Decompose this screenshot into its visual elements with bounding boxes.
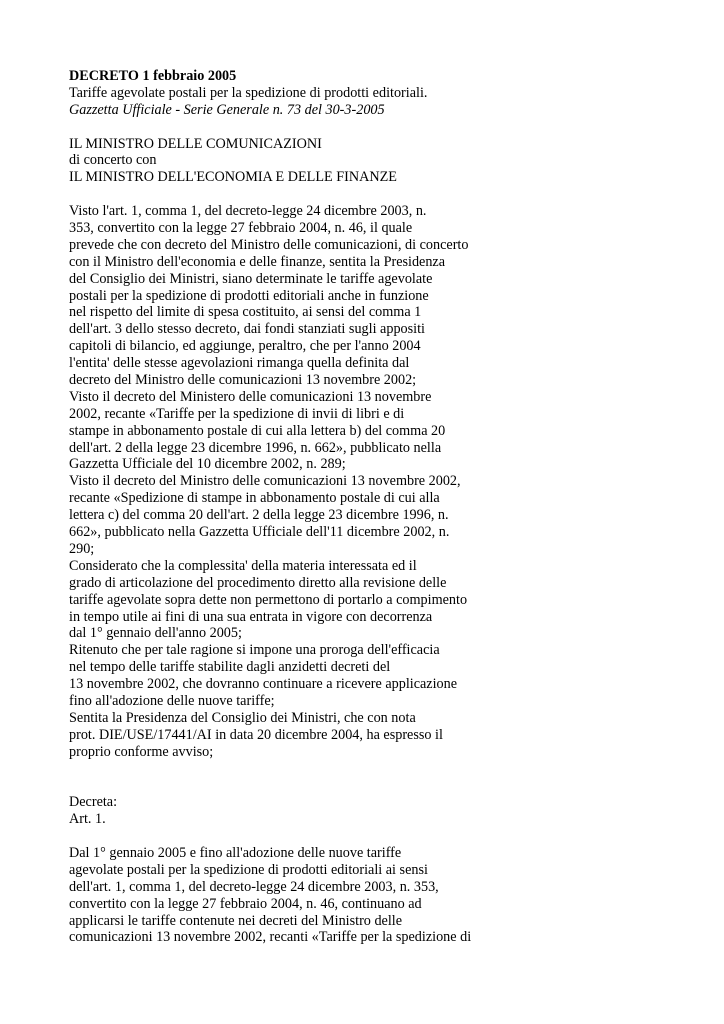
- preamble-line: 353, convertito con la legge 27 febbraio 2004, n. 46, il quale: [69, 220, 413, 237]
- preamble-line: prot. DIE/USE/17441/AI in data 20 dicembre 2004, ha espresso il: [69, 726, 443, 743]
- preamble-line: recante «Spedizione di stampe in abbonamento postale di cui alla: [69, 490, 440, 507]
- preamble-line: 2002, recante «Tariffe per la spedizione di invii di libri e di: [69, 405, 405, 422]
- authority-block: [69, 136, 709, 187]
- gazette-reference: Gazzetta Ufficiale - Serie Generale n. 73 del 30-3-2005: [69, 101, 385, 118]
- article-line: comunicazioni 13 novembre 2002, recanti «Tariffe per la spedizione di: [69, 929, 472, 946]
- preamble-line: Considerato che la complessita' della materia interessata ed il: [69, 557, 417, 574]
- decree-title: DECRETO 1 febbraio 2005: [69, 68, 237, 84]
- article-body: [69, 845, 709, 946]
- preamble-line: prevede che con decreto del Ministro delle comunicazioni, di concerto: [69, 236, 469, 253]
- preamble-line: fino all'adozione delle nuove tariffe;: [69, 692, 275, 709]
- authority-line: IL MINISTRO DELLE COMUNICAZIONI: [69, 135, 322, 152]
- preamble-line: dell'art. 3 dello stesso decreto, dai fondi stanziati sugli appositi: [69, 321, 425, 338]
- article-line: Dal 1° gennaio 2005 e fino all'adozione delle nuove tariffe: [69, 844, 402, 861]
- article-line: applicarsi le tariffe contenute nei decreti del Ministro delle: [69, 912, 403, 929]
- preamble-line: capitoli di bilancio, ed aggiunge, peraltro, che per l'anno 2004: [69, 338, 421, 355]
- document-page: [69, 68, 709, 946]
- preamble-line: grado di articolazione del procedimento diretto alla revisione delle: [69, 574, 447, 591]
- preamble-line: dal 1° gennaio dell'anno 2005;: [69, 625, 242, 642]
- preamble-line: nel tempo delle tariffe stabilite dagli anzidetti decreti del: [69, 659, 391, 676]
- authority-line: di concerto con: [69, 152, 157, 169]
- preamble-line: postali per la spedizione di prodotti editoriali anche in funzione: [69, 287, 429, 304]
- spacer: [69, 828, 709, 845]
- preamble-line: nel rispetto del limite di spesa costituito, ai sensi del comma 1: [69, 304, 422, 321]
- preamble-line: dell'art. 2 della legge 23 dicembre 1996, n. 662», pubblicato nella: [69, 439, 442, 456]
- decreta-heading: Decreta:: [69, 794, 118, 811]
- spacer: [69, 119, 709, 136]
- preamble-line: Visto l'art. 1, comma 1, del decreto-legge 24 dicembre 2003, n.: [69, 203, 427, 220]
- article-heading: Art. 1.: [69, 811, 106, 828]
- preamble-line: Sentita la Presidenza del Consiglio dei Ministri, che con nota: [69, 709, 416, 726]
- preamble-block: [69, 203, 709, 760]
- preamble-line: 290;: [69, 540, 95, 557]
- preamble-line: 13 novembre 2002, che dovranno continuare a ricevere applicazione: [69, 676, 458, 693]
- preamble-line: proprio conforme avviso;: [69, 743, 214, 760]
- preamble-line: con il Ministro dell'economia e delle finanze, sentita la Presidenza: [69, 253, 446, 270]
- spacer: [69, 761, 709, 795]
- article-line: dell'art. 1, comma 1, del decreto-legge 24 dicembre 2003, n. 353,: [69, 878, 439, 895]
- preamble-line: Visto il decreto del Ministero delle comunicazioni 13 novembre: [69, 388, 432, 405]
- preamble-line: Ritenuto che per tale ragione si impone una proroga dell'efficacia: [69, 642, 440, 659]
- preamble-line: decreto del Ministro delle comunicazioni 13 novembre 2002;: [69, 372, 417, 389]
- preamble-line: l'entita' delle stesse agevolazioni rimanga quella definita dal: [69, 355, 410, 372]
- decree-subtitle: Tariffe agevolate postali per la spedizione di prodotti editoriali.: [69, 84, 428, 101]
- preamble-line: Visto il decreto del Ministro delle comunicazioni 13 novembre 2002,: [69, 473, 461, 490]
- authority-line: IL MINISTRO DELL'ECONOMIA E DELLE FINANZE: [69, 169, 397, 186]
- article-line: agevolate postali per la spedizione di prodotti editoriali ai sensi: [69, 861, 428, 878]
- preamble-line: tariffe agevolate sopra dette non permettono di portarlo a compimento: [69, 591, 468, 608]
- article-line: convertito con la legge 27 febbraio 2004, n. 46, continuano ad: [69, 895, 422, 912]
- preamble-line: Gazzetta Ufficiale del 10 dicembre 2002, n. 289;: [69, 456, 346, 473]
- preamble-line: stampe in abbonamento postale di cui alla lettera b) del comma 20: [69, 422, 446, 439]
- spacer: [69, 186, 709, 203]
- preamble-line: in tempo utile ai fini di una sua entrata in vigore con decorrenza: [69, 608, 433, 625]
- preamble-line: 662», pubblicato nella Gazzetta Ufficiale dell'11 dicembre 2002, n.: [69, 524, 450, 541]
- preamble-line: del Consiglio dei Ministri, siano determinate le tariffe agevolate: [69, 270, 433, 287]
- preamble-line: lettera c) del comma 20 dell'art. 2 della legge 23 dicembre 1996, n.: [69, 507, 449, 524]
